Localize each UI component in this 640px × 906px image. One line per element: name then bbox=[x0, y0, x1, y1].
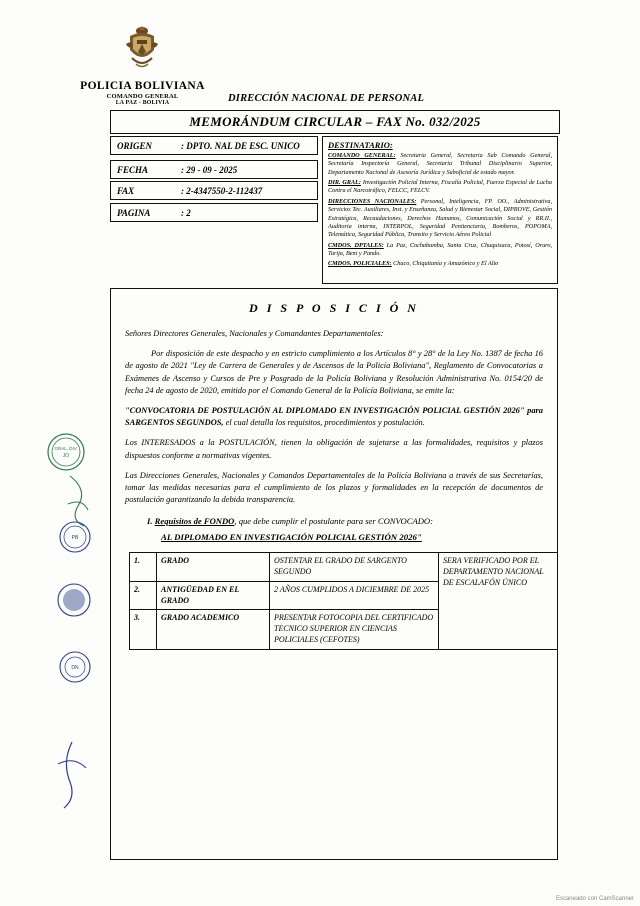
field-fax bbox=[110, 181, 318, 200]
field-fax-value: : 2-4347550-2-112437 bbox=[181, 185, 263, 196]
org-city: LA PAZ - BOLIVIA bbox=[115, 100, 170, 106]
section-heading bbox=[147, 516, 543, 526]
destinatario-box bbox=[322, 136, 558, 284]
destinatario-item-text: Chaco, Chiquitanía y Amazónico y El Alto bbox=[391, 260, 499, 268]
destinatario-item-label: DIR. GRAL: bbox=[328, 179, 361, 187]
field-origen-label: ORIGEN bbox=[117, 140, 153, 151]
field-fecha bbox=[110, 160, 318, 179]
convocatoria-rest: el cual detalla los requisitos, procedimientos y postulación. bbox=[223, 418, 425, 428]
row-number: 1. bbox=[130, 553, 157, 582]
round-stamp-blue-2-icon bbox=[56, 582, 92, 623]
field-fecha-value: : 29 - 09 - 2025 bbox=[181, 164, 238, 175]
paragraph-4: Las Direcciones Generales, Nacionales y Comandos Departamentales de la Policía Boliviana a través de sus Secretarías, tomar las medidas necesarias para el cumplimiento de los plazos y formalidades en la recepción de documentos de postulación garantizando la debida transparencia. bbox=[125, 470, 543, 505]
row-concept: ANTIGÜEDAD EN EL GRADO bbox=[157, 581, 270, 610]
destinatario-item-label: CMDOS. POLICIALES: bbox=[328, 260, 392, 268]
field-pagina-value: : 2 bbox=[181, 207, 191, 218]
paragraph-1: Por disposición de este despacho y en estricto cumplimiento a los Artículos 8° y 28° de la Ley No. 1387 de fecha 16 de agosto de 2021 "Ley de Carrera de Generales y de Ascensos de la Policía Boliviana", Reglamento de Convocatorias a Exámenes de Ascenso y Cursos de Pre y Posgrado de la Policía Boliviana y Resolución Administrativa No. 0154/20 de fecha 24 de agosto de 2020, emitido por el Comando General de la Policía Boliviana, se emite la: bbox=[125, 349, 543, 395]
requirements-table bbox=[129, 552, 558, 650]
row-detail: OSTENTAR EL GRADO DE SARGENTO SEGUNDO bbox=[270, 553, 439, 582]
field-origen-value: : DPTO. NAL DE ESC. UNICO bbox=[181, 140, 300, 151]
disposicion-box bbox=[110, 288, 558, 860]
table-row bbox=[130, 553, 558, 582]
round-stamp-blue-icon bbox=[58, 520, 92, 559]
disposicion-heading: D I S P O S I C I Ó N bbox=[249, 301, 419, 315]
destinatario-item bbox=[328, 179, 552, 196]
memo-title-box bbox=[110, 110, 560, 134]
police-crest-icon bbox=[124, 24, 160, 70]
section-title: Requisitos de FONDO bbox=[154, 516, 235, 527]
destinatario-item-label: CMDOS. DPTALES: bbox=[328, 241, 384, 249]
svg-text:JO: JO bbox=[62, 453, 70, 459]
row-number: 2. bbox=[130, 581, 157, 610]
field-origen bbox=[110, 136, 318, 155]
convocatoria-title: "CONVOCATORIA DE POSTULACIÓN AL DIPLOMADO EN INVESTIGACIÓN POLICIAL GESTIÓN 2026" para SARGENTOS SEGUNDOS, bbox=[125, 405, 543, 428]
signature-mark-2-icon bbox=[54, 740, 94, 815]
destinatario-item-label: COMANDO GENERAL: bbox=[328, 152, 396, 159]
row-detail: 2 AÑOS CUMPLIDOS A DICIEMBRE DE 2025 bbox=[270, 581, 439, 610]
memo-title: MEMORÁNDUM CIRCULAR – FAX No. 032/2025 bbox=[189, 114, 481, 129]
section-number: I. bbox=[147, 516, 153, 527]
row-concept: GRADO ACADEMICO bbox=[157, 610, 270, 649]
org-name: POLICIA BOLIVIANA bbox=[80, 80, 205, 92]
destinatario-item-label: DIRECCIONES NACIONALES: bbox=[328, 197, 417, 205]
section-rest: , que debe cumplir el postulante para ser CONVOCADO: bbox=[234, 516, 433, 527]
scan-watermark: Escaneado con CamScanner bbox=[555, 896, 634, 902]
field-fecha-label: FECHA bbox=[117, 164, 149, 175]
direction-title: DIRECCIÓN NACIONAL DE PERSONAL bbox=[228, 93, 425, 104]
field-pagina-label: PAGINA bbox=[117, 207, 151, 218]
row-concept: GRADO bbox=[157, 553, 270, 582]
field-fax-label: FAX bbox=[117, 185, 135, 196]
table-caption: AL DIPLOMADO EN INVESTIGACIÓN POLICIAL GESTIÓN 2026" bbox=[161, 532, 422, 543]
destinatario-item bbox=[328, 152, 552, 177]
svg-text:GRAL. DIV.: GRAL. DIV. bbox=[54, 446, 78, 451]
destinatario-title: DESTINATARIO: bbox=[328, 140, 393, 150]
svg-text:DN: DN bbox=[71, 665, 79, 671]
row-number: 3. bbox=[130, 610, 157, 649]
destinatario-item-text: Personal, Inteligencia, FP. OO., Administrativa, Servicios Tec. Auxiliares, Inst. y Enseñanza, Salud y Bienestar Social, DIPROVE, Gestión Estratégica, Recaudaciones, Derechos Humanos, Comunicación Social y RR.II., Auditoria interna, INTERPOL, Seguridad Penitenciaria, Bomberos, POPOMA, Telemática, Seguridad Pública, Transito y Servicio Aéreo Policial bbox=[328, 197, 552, 239]
round-stamp-blue-3-icon bbox=[58, 650, 92, 689]
destinatario-item bbox=[328, 260, 552, 268]
destinatario-item-text: Investigación Policial Interna, Fiscalía Policial, Fuerza Especial de Lucha Contra el Narcotráfico, FELCC, FELCV. bbox=[328, 179, 552, 195]
row-detail: PRESENTAR FOTOCOPIA DEL CERTIFICADO TECNICO SUPERIOR EN CIENCIAS POLICIALES (CEFOTES) bbox=[270, 610, 439, 649]
paragraph-2 bbox=[125, 405, 543, 429]
destinatario-item-text: Secretaria General, Secretaria Sub Comando General, Secretaría Inspectoría General, Secretaria Tribunal Disciplinario Superior, Departamento Nacional de Asesoría Jurídica y Suboficial de estado mayor. bbox=[328, 152, 552, 176]
organization-block bbox=[70, 80, 215, 106]
destinatario-item-text: La Paz, Cochabamba, Santa Cruz, Chuquisaca, Potosí, Oruro, Tarija, Beni y Pando. bbox=[328, 241, 552, 257]
org-subtitle: COMANDO GENERAL bbox=[106, 93, 179, 100]
destinatario-item bbox=[328, 242, 552, 259]
svg-text:PB: PB bbox=[71, 535, 79, 541]
field-pagina bbox=[110, 203, 318, 222]
destinatario-item bbox=[328, 198, 552, 240]
paragraph-3: Los INTERESADOS a la POSTULACIÓN, tienen la obligación de sujetarse a las formalidades, requisitos y plazos dispuestos conforme a normativas vigentes. bbox=[125, 438, 543, 460]
salutation: Señores Directores Generales, Nacionales y Comandantes Departamentales: bbox=[125, 329, 384, 338]
row-note: SERA VERIFICADO POR EL DEPARTAMENTO NACIONAL DE ESCALAFÓN ÚNICO bbox=[439, 553, 558, 650]
